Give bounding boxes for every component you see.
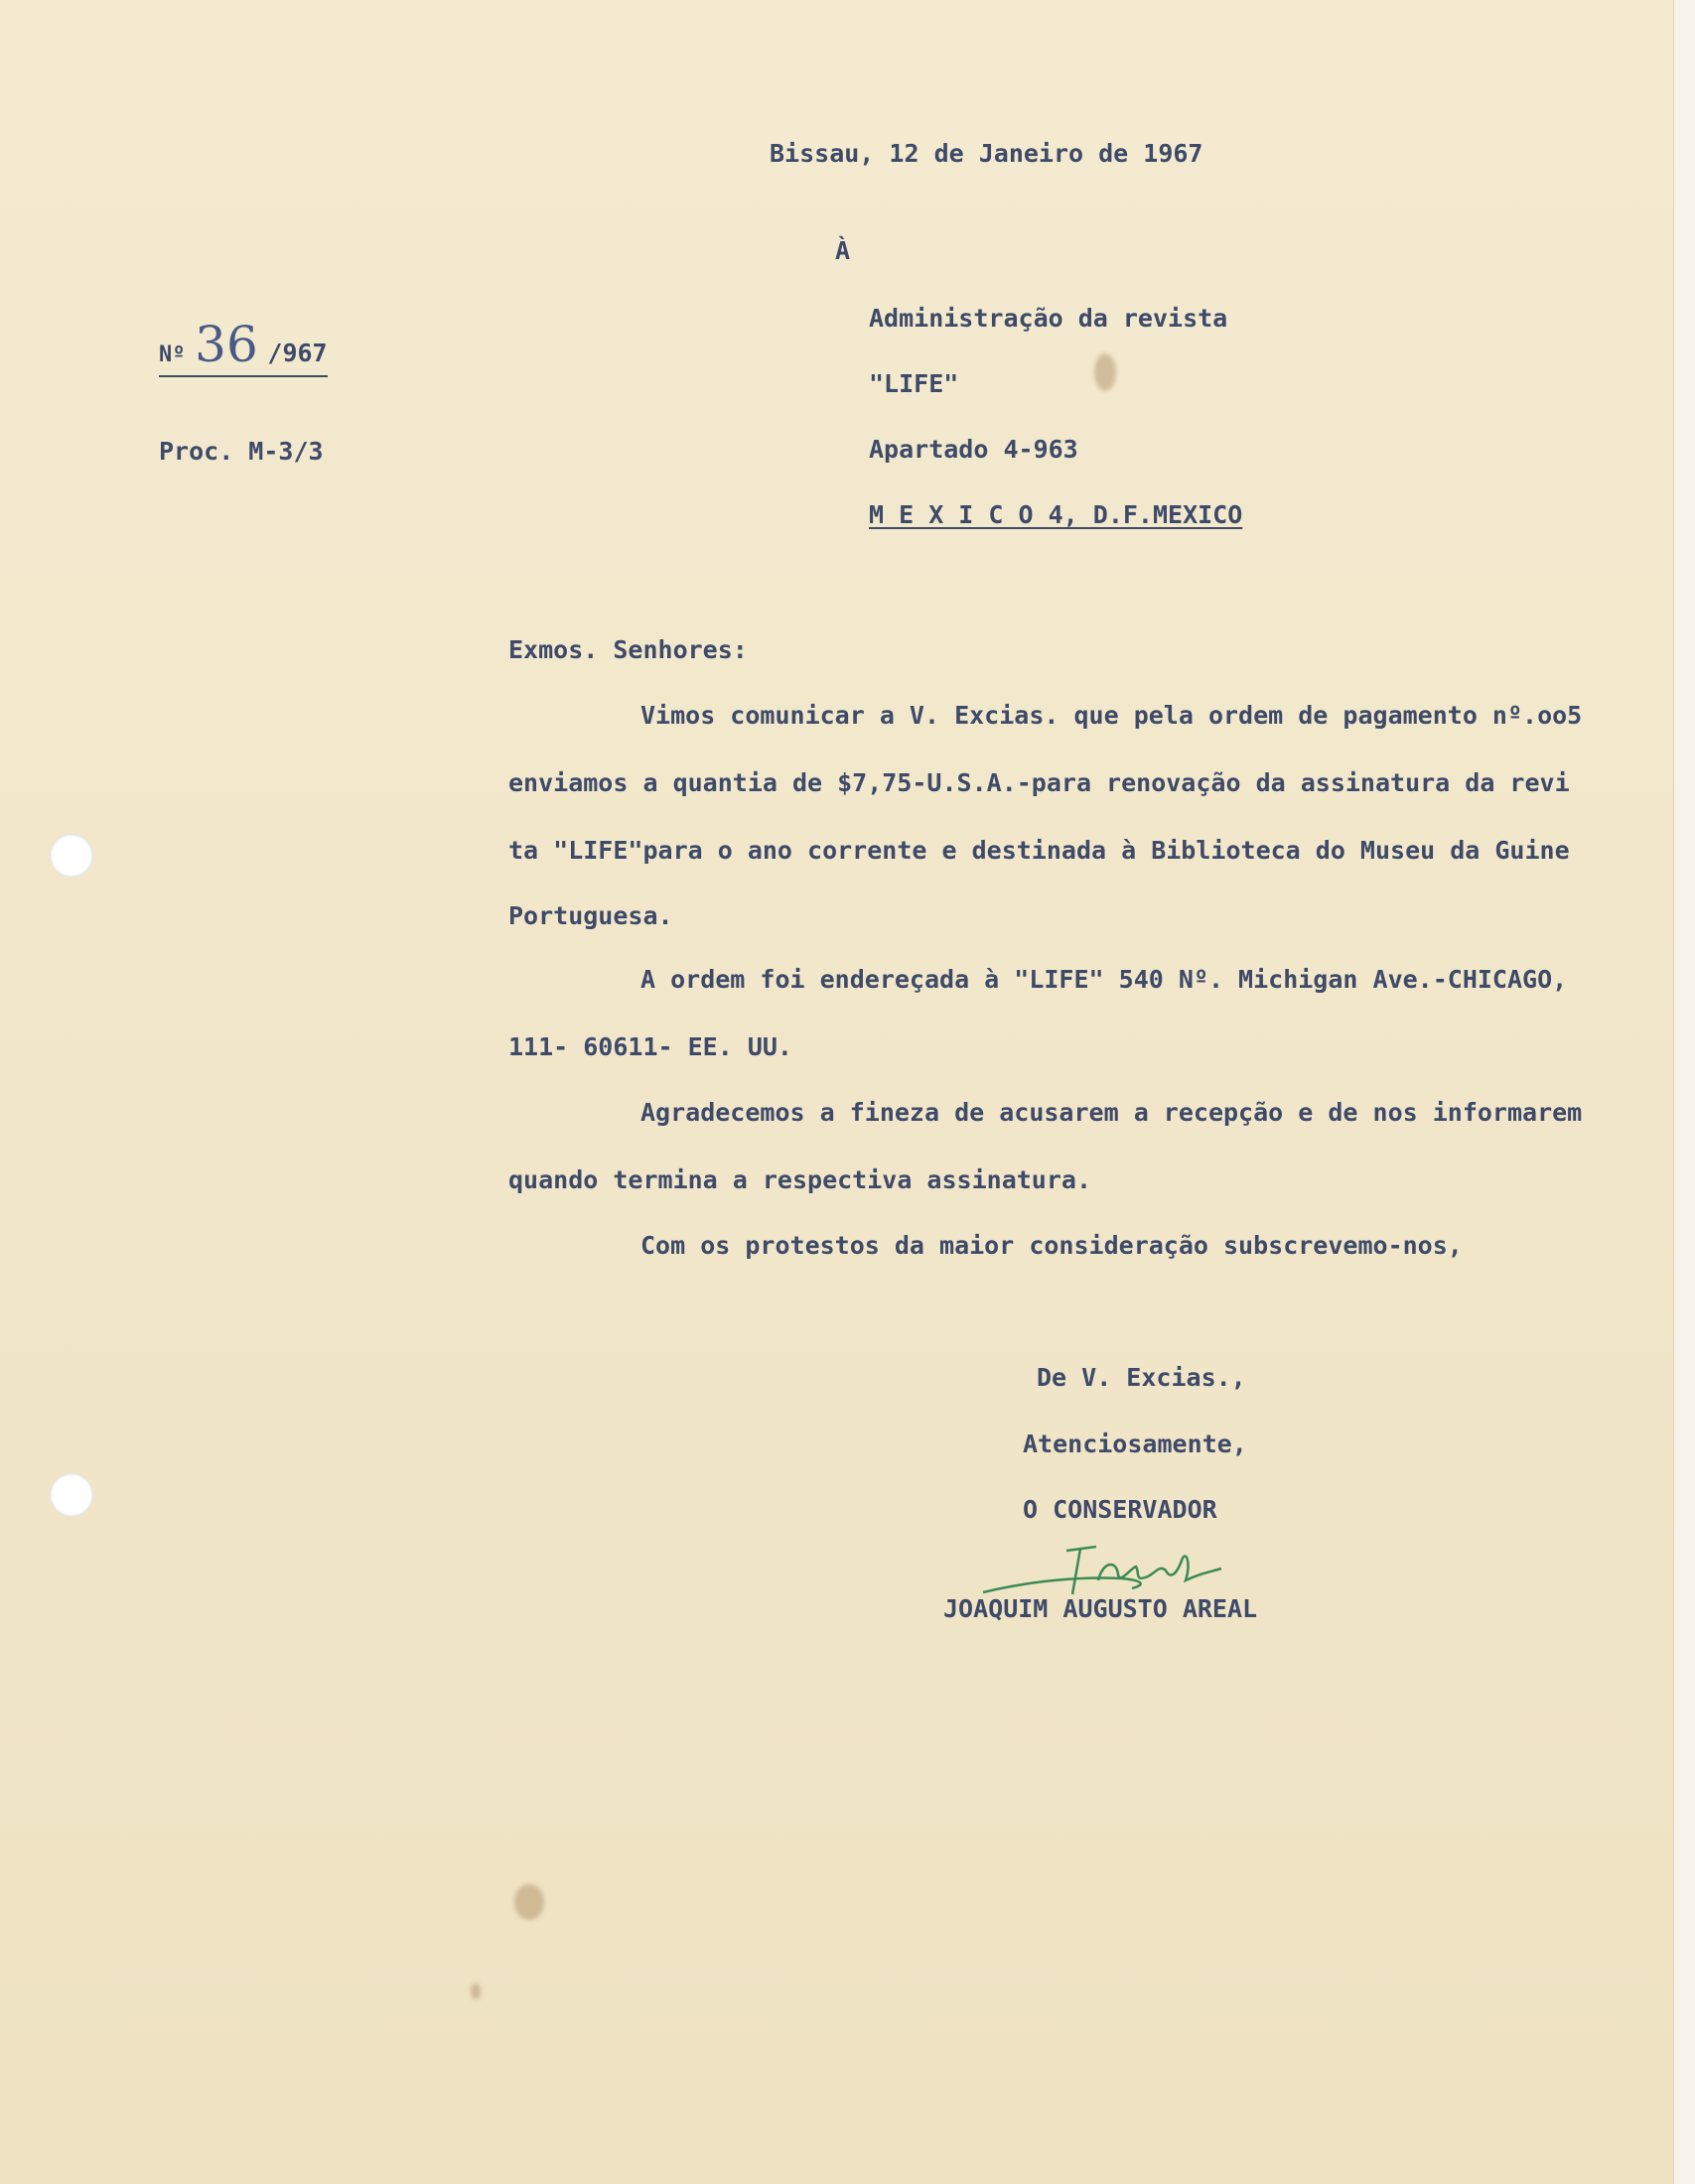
stain-mark <box>471 1983 481 1999</box>
recipient-line: Apartado 4-963 <box>869 435 1078 464</box>
recipient-prefix: À <box>835 236 851 265</box>
body-line: quando termina a respectiva assinatura. <box>508 1165 1091 1194</box>
body-line: Portuguesa. <box>508 901 673 930</box>
stain-mark <box>1094 353 1116 391</box>
date-line: Bissau, 12 de Janeiro de 1967 <box>770 139 1203 168</box>
body-line: A ordem foi endereçada à "LIFE" 540 Nº. Michigan Ave.-CHICAGO, <box>640 965 1568 994</box>
body-line: Agradecemos a fineza de acusarem a recepção e de nos informarem <box>640 1098 1583 1127</box>
recipient-line: "LIFE" <box>869 369 959 398</box>
reference-number <box>159 316 328 377</box>
punch-hole-bottom <box>50 1473 93 1517</box>
closing-line: De V. Excias., <box>1037 1363 1246 1392</box>
handwritten-number: 36 <box>195 316 258 373</box>
recipient-line: Administração da revista <box>869 304 1228 333</box>
salutation: Exmos. Senhores: <box>508 635 748 664</box>
body-line: Vimos comunicar a V. Excias. que pela ordem de pagamento nº.oo5 <box>640 701 1583 730</box>
recipient-line: M E X I C O 4, D.F.MEXICO <box>869 500 1243 529</box>
closing-line: O CONSERVADOR <box>1023 1495 1217 1524</box>
body-line: ta "LIFE"para o ano corrente e destinada à Biblioteca do Museu da Guine <box>508 836 1570 865</box>
number-prefix: Nº <box>159 342 186 367</box>
closing-line: Atenciosamente, <box>1023 1430 1247 1458</box>
punch-hole-top <box>50 834 93 878</box>
body-line: enviamos a quantia de $7,75-U.S.A.-para renovação da assinatura da revi <box>508 768 1570 797</box>
signature-name: JOAQUIM AUGUSTO AREAL <box>943 1594 1258 1623</box>
process-reference: Proc. M-3/3 <box>159 437 324 466</box>
body-line: 111- 60611- EE. UU. <box>508 1032 792 1061</box>
body-line: Com os protestos da maior consideração subscrevemo-nos, <box>640 1231 1463 1260</box>
number-suffix: /967 <box>267 339 328 367</box>
page-edge <box>1673 0 1695 2184</box>
stain-mark <box>514 1884 544 1920</box>
